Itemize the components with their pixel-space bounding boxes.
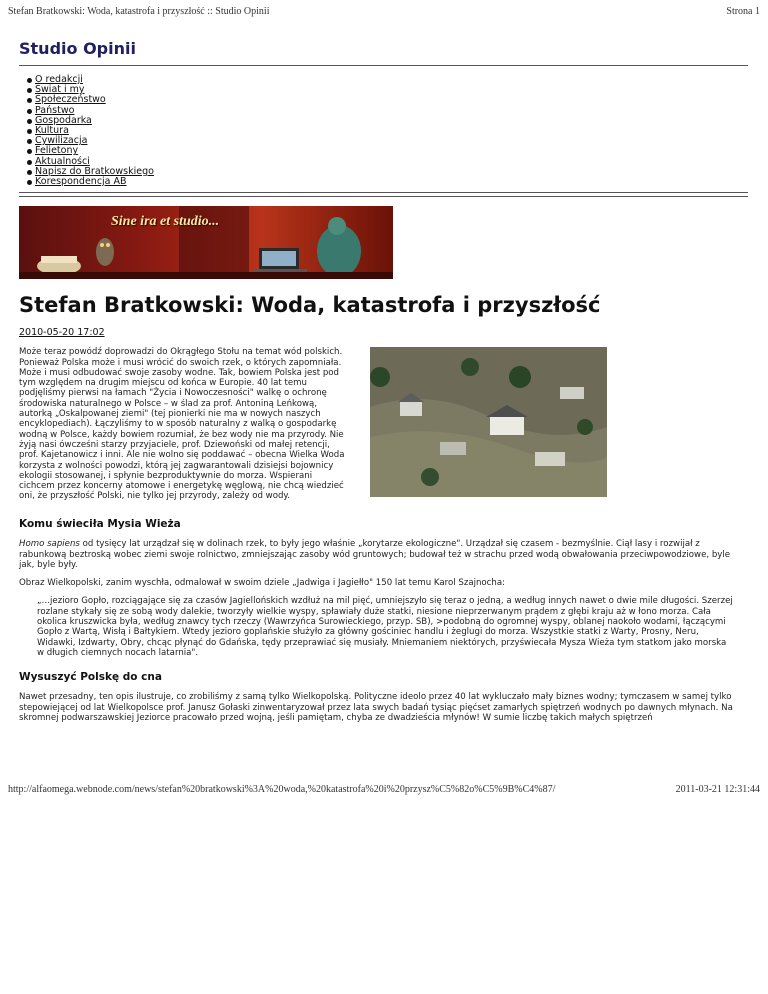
print-header-title: Stefan Bratkowski: Woda, katastrofa i przyszłość :: Studio Opinii — [8, 6, 270, 17]
page-content — [19, 38, 748, 723]
section-heading-wysuszyc: Wysuszyć Polskę do cna — [19, 671, 162, 684]
nav-link-napisz[interactable]: Napisz do Bratkowskiego — [35, 165, 154, 177]
banner-motto: Sine ira et studio... — [111, 214, 220, 230]
section1-paragraph-1-text: od tysięcy lat urządzał się w dolinach rzek, to były jego właśnie „korytarze ekologiczne". Urządzał się czasem - bezmyślnie. Ciął lasy i rozwijał z rabunkową beztroską wobec ziemi swoje rolnictwo, zmniejszając zasoby wód gruntowych; budował też w strachu przed wodą obwałowania przeciwpowodziowe, byle jak, byle były. — [19, 539, 731, 570]
nav-item-felietony — [29, 146, 748, 156]
section1-emphasis: Homo sapiens — [19, 539, 80, 550]
nav-item-panstwo — [29, 106, 748, 116]
site-banner[interactable] — [19, 206, 393, 279]
szajnocha-quote: „…jezioro Gopło, rozciągające się za czasów Jagiellońskich wzdłuż na mil pięć, umniejszyło się teraz o jedną, a według innych nawet o dwie mile długości. Szerzej rozlane stykały się ze sobą wody dalekie, tworzyły wielkie wyspy, spławiały duże statki, niesione nieprzerwanym prądem z głębi kraju aż w łono morza. Cała okolica kruszwicka była, według znawcy tych rzeczy (Wawrzyńca Surowieckiego, przyp. SB), >podobną do ogromnej wyspy, oblanej naokoło wodami, łączącymi Gopło z Wartą, Wisłą i Bałtykiem. Wtedy jezioro goplańskie służyło za główny gościniec handlu i żeglugi do morza. Wszystkie statki z Warty, Prosny, Neru, Widawki, Izdwarty, Obry, chcąc płynąć do Gdańska, tędy przeprawiać się musiały. Mniemaniem niektórych, przyświecała Mysza Wieża tym statkom jako morska w długich ciemnych nocach latarnia". — [37, 596, 733, 658]
nav-link-aktualnosci[interactable]: Aktualności — [35, 155, 90, 167]
book-pages — [41, 256, 77, 263]
article-date: 2010-05-20 17:02 — [19, 327, 105, 339]
nav-link-gospodarka[interactable]: Gospodarka — [35, 114, 92, 126]
section1-paragraph-1 — [19, 539, 741, 570]
nav-item-gospodarka — [29, 116, 748, 126]
owl-icon — [96, 238, 114, 266]
print-page-number: Strona 1 — [726, 6, 760, 17]
nav-link-kultura[interactable]: Kultura — [35, 125, 69, 137]
article-title: Stefan Bratkowski: Woda, katastrofa i przyszłość — [19, 293, 601, 318]
nav-link-korespondencja[interactable]: Korespondencja AB — [35, 176, 127, 188]
article-lead-section — [19, 347, 748, 517]
nav-link-cywilizacja[interactable]: Cywilizacja — [35, 135, 88, 147]
nav-item-kultura — [29, 126, 748, 136]
print-footer-url: http://alfaomega.webnode.com/news/stefan%20bratkowski%3A%20woda,%20katastrofa%20i%20przysz%C5%82o%C5%9B%C4%87/ — [8, 784, 556, 795]
nav-item-swiat-i-my — [29, 85, 748, 95]
divider — [19, 65, 748, 66]
main-navigation — [19, 75, 748, 187]
nav-item-cywilizacja — [29, 136, 748, 146]
section1-paragraph-2: Obraz Wielkopolski, zanim wyschła, odmalował w swoim dziele „Jadwiga i Jagiełło" 150 lat temu Karol Szajnocha: — [19, 578, 506, 589]
divider — [19, 192, 748, 193]
print-footer — [8, 784, 760, 798]
divider — [19, 196, 748, 197]
nav-link-felietony[interactable]: Felietony — [35, 145, 79, 157]
nav-item-spoleczenstwo — [29, 95, 748, 105]
print-footer-timestamp: 2011-03-21 12:31:44 — [675, 784, 760, 795]
article-lead-paragraph: Może teraz powódź doprowadzi do Okrągłego Stołu na temat wód polskich. Ponieważ Polska może i musi wrócić do swoich rzek, o których zapomniała. Może i musi odbudować swoje zasoby wodne. Tak, bowiem Polska jest pod tym względem na drugim miejscu od końca w Europie. 40 lat temu podjęliśmy pierwsi na łamach "Życia i Nowoczesności" walkę o ochronę środowiska naturalnego w Polsce – w ślad za prof. Antoniną Leńkową, autorką „Oskalpowanej ziemi" (tej pionierki nie ma w nowych naszych encyklopediach). Łączyliśmy to w sposób naturalny z walką o gospodarkę wodną w Polsce, każdy bowiem rozumiał, że bez wody nie ma przyrody. Nie żyją nasi ówcześni starzy przyjaciele, prof. Dziewoński od małej retencji, prof. Kajetanowicz i inni. Ale nie wolno się poddawać – obecna Wielka Woda korzysta z wolności powodzi, którą jej zagwarantowali dzisiejsi bojownicy ekologii stosowanej, i spłynie bezproduktywnie do morza. Wspierani cichcem przez koncerny atomowe i energetykę węglową, nie chcą wiedzieć oni, że przyszłość Polski, nie tylko jej przyrody, zależy od wody. — [19, 347, 345, 502]
flood-aerial-image — [370, 347, 607, 497]
section-heading-mysia-wieza: Komu świeciła Mysia Wieża — [19, 518, 181, 531]
nav-link-spoleczenstwo[interactable]: Społeczeństwo — [35, 94, 106, 106]
flood-photo — [370, 347, 607, 497]
nav-item-o-redakcji — [29, 75, 748, 85]
site-title[interactable]: Studio Opinii — [19, 39, 136, 58]
nav-item-napisz — [29, 167, 748, 177]
nav-item-korespondencja — [29, 177, 748, 187]
nav-link-o-redakcji[interactable]: O redakcji — [35, 74, 83, 85]
section2-paragraph-1: Nawet przesadny, ten opis ilustruje, co zrobiliśmy z samą tylko Wielkopolską. Polityczne ideolo przez 40 lat wykluczało mały biznes wodny; tymczasem w samej tylko stepowiejącej od lat Wielkopolsce prof. Janusz Gołaski zinwentaryzował przez lata swych badań tysiąc pięćset zamarłych spiętrzeń wodnych po dawnych młynach. Na skromnej podwarszawskiej Jeziorce pracowało przed wojną, jeśli pamiętam, chyba ze dwadzieścia młynów! W sumie liczbę takich małych spiętrzeń — [19, 692, 733, 723]
nav-link-swiat-i-my[interactable]: Świat i my — [35, 84, 85, 96]
nav-link-panstwo[interactable]: Państwo — [35, 104, 75, 116]
print-header — [8, 6, 760, 20]
